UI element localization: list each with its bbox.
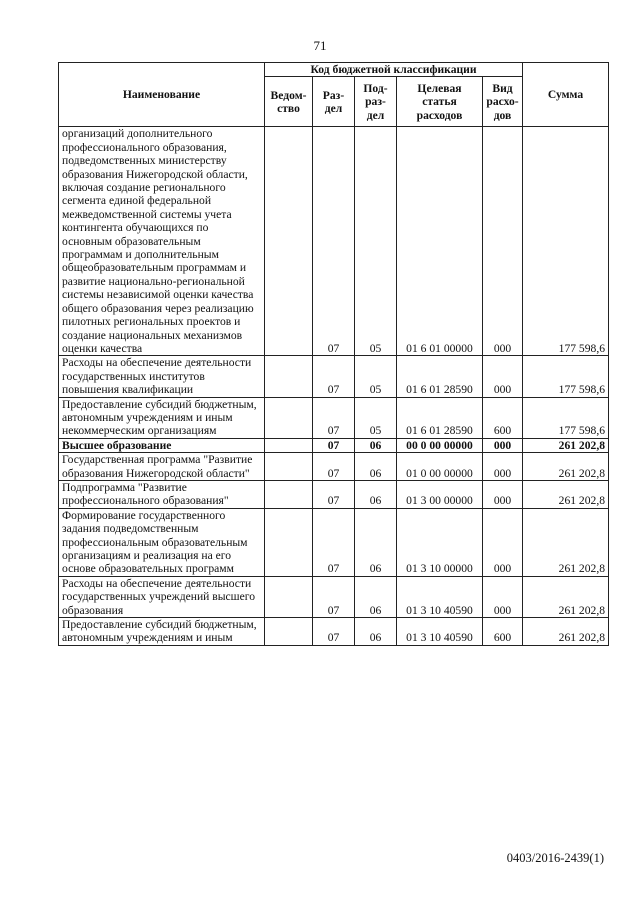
cell-podrazdel: 06 [355,453,397,481]
cell-podrazdel: 05 [355,127,397,356]
table-row [59,480,609,508]
cell-name: Предоставление субсидий бюджетным, автономным учреждениям и иным [59,618,265,646]
cell-vedomstvo [265,508,313,576]
cell-podrazdel: 06 [355,618,397,646]
table-row [59,397,609,438]
header-razdel: Раз-дел [313,77,355,127]
cell-vid: 600 [483,397,523,438]
cell-podrazdel: 06 [355,508,397,576]
cell-razdel: 07 [313,618,355,646]
cell-name: Государственная программа "Развитие образования Нижегородской области" [59,453,265,481]
cell-razdel: 07 [313,480,355,508]
cell-celevaya: 00 0 00 00000 [397,438,483,452]
cell-vid: 600 [483,618,523,646]
cell-celevaya: 01 6 01 28590 [397,356,483,397]
cell-razdel: 07 [313,127,355,356]
table-row [59,576,609,617]
cell-vid: 000 [483,127,523,356]
cell-name: организаций дополнительного профессионального образования, подведомственных министерству образования Нижегородской области, включая создание регионального сегмента единой федеральной межведомственной системы учета контингента обучающихся по основным образовательным программам и дополнительным общеобразовательным программам и развитие национально-региональной системы независимой оценки качества общего образования через реализацию пилотных региональных проектов и создание национальных механизмов оценки качества [59,127,265,356]
cell-celevaya: 01 6 01 28590 [397,397,483,438]
cell-vedomstvo [265,453,313,481]
cell-podrazdel: 05 [355,356,397,397]
table-row [59,438,609,452]
cell-podrazdel: 05 [355,397,397,438]
cell-celevaya: 01 6 01 00000 [397,127,483,356]
header-vedomstvo: Ведом-ство [265,77,313,127]
cell-vid: 000 [483,356,523,397]
header-summa: Сумма [523,63,609,127]
cell-name: Предоставление субсидий бюджетным, автономным учреждениям и иным некоммерческим организациям [59,397,265,438]
cell-summa: 177 598,6 [523,397,609,438]
cell-vedomstvo [265,397,313,438]
cell-vid: 000 [483,508,523,576]
cell-name: Высшее образование [59,438,265,452]
table-row [59,127,609,356]
cell-celevaya: 01 3 00 00000 [397,480,483,508]
cell-celevaya: 01 0 00 00000 [397,453,483,481]
cell-vid: 000 [483,480,523,508]
cell-vedomstvo [265,356,313,397]
cell-summa: 261 202,8 [523,480,609,508]
cell-summa: 261 202,8 [523,618,609,646]
cell-razdel: 07 [313,438,355,452]
cell-summa: 261 202,8 [523,508,609,576]
table-row [59,618,609,646]
cell-podrazdel: 06 [355,480,397,508]
cell-summa: 261 202,8 [523,453,609,481]
cell-razdel: 07 [313,453,355,481]
cell-vedomstvo [265,127,313,356]
cell-vid: 000 [483,438,523,452]
cell-summa: 177 598,6 [523,127,609,356]
cell-razdel: 07 [313,356,355,397]
cell-podrazdel: 06 [355,438,397,452]
cell-razdel: 07 [313,576,355,617]
header-celevaya: Целевая статья расходов [397,77,483,127]
cell-name: Формирование государственного задания подведомственным профессиональным образовательным организациям и реализация на его основе образовательных программ [59,508,265,576]
header-podrazdel: Под-раз-дел [355,77,397,127]
document-code: 0403/2016-2439(1) [506,851,604,865]
cell-vedomstvo [265,576,313,617]
cell-celevaya: 01 3 10 00000 [397,508,483,576]
cell-vedomstvo [265,438,313,452]
cell-celevaya: 01 3 10 40590 [397,576,483,617]
cell-vid: 000 [483,453,523,481]
header-budget-classification: Код бюджетной классификации [265,63,523,77]
table-row [59,453,609,481]
cell-name: Расходы на обеспечение деятельности государственных институтов повышения квалификации [59,356,265,397]
budget-table [58,62,609,646]
page-number: 71 [313,38,327,53]
cell-name: Расходы на обеспечение деятельности государственных учреждений высшего образования [59,576,265,617]
table-row [59,508,609,576]
cell-vid: 000 [483,576,523,617]
cell-summa: 261 202,8 [523,438,609,452]
cell-summa: 261 202,8 [523,576,609,617]
cell-name: Подпрограмма "Развитие профессионального образования" [59,480,265,508]
cell-vedomstvo [265,618,313,646]
header-name: Наименование [59,63,265,127]
cell-celevaya: 01 3 10 40590 [397,618,483,646]
table-row [59,356,609,397]
header-vid: Вид расхо-дов [483,77,523,127]
cell-podrazdel: 06 [355,576,397,617]
cell-vedomstvo [265,480,313,508]
cell-summa: 177 598,6 [523,356,609,397]
cell-razdel: 07 [313,508,355,576]
cell-razdel: 07 [313,397,355,438]
